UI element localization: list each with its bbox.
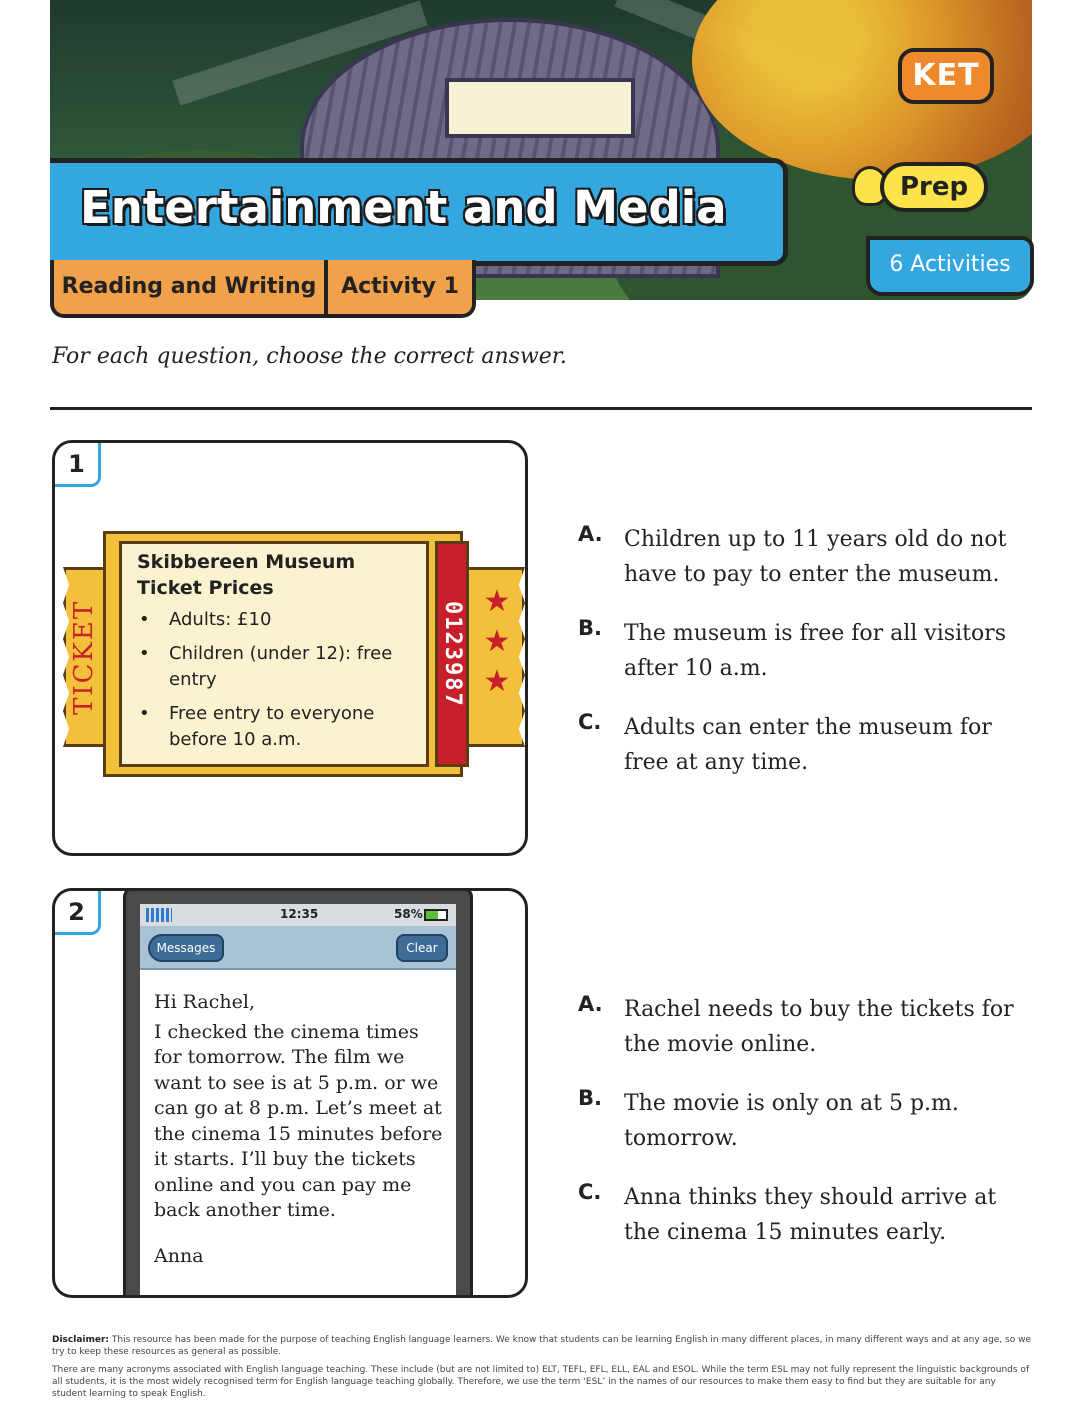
disclaimer-text: This resource has been made for the purpose of teaching English language learners. We know that students can be learning English in many different places, in many different ways and at any age, so we try to keep these resources as general as possible. [52,1335,1031,1357]
museum-ticket [63,531,523,777]
option-a[interactable] [578,992,1038,1062]
option-text: Rachel needs to buy the tickets for the movie online. [624,997,1014,1057]
messages-back-button[interactable]: Messages [148,934,224,962]
option-letter: A. [578,522,603,546]
option-b[interactable] [578,616,1038,686]
battery-icon [424,909,448,921]
divider [50,407,1032,410]
ticket-price-item: • Adults: £10 [137,607,425,633]
phone-illustration [123,888,473,1298]
option-text: Adults can enter the museum for free at any time. [624,715,992,775]
phone-battery-level: 58% [394,907,423,921]
option-letter: B. [578,1086,602,1110]
disclaimer-paragraph-2: There are many acronyms associated with English language teaching. These include (but are not limited to) ELT, TEFL, EFL, ELL, EAL and ESOL. While the term ESL may not fully represent the linguistic backgrounds of all students, it is the most widely recognised term for English language teaching globally. Therefore, we use the term ‘ESL’ in the names of our resources to make them easy to find but they are suitable for any student learning to speak English. [52,1365,1030,1399]
disclaimer-paragraph-1 [52,1334,1032,1358]
option-a[interactable] [578,522,1038,592]
ticket-price-item: • Free entry to everyone before 10 a.m. [137,701,425,753]
option-text: Anna thinks they should arrive at the cinema 15 minutes early. [624,1185,997,1245]
stage [445,78,635,138]
option-letter: B. [578,616,602,640]
star-icon: ★ [483,664,511,699]
ticket-serial: 0123987 [440,600,465,708]
title-box [50,158,788,266]
option-letter: C. [578,710,602,734]
section-tab: Reading and Writing [50,260,328,318]
message-signature: Anna [154,1244,204,1267]
disclaimer [52,1334,1032,1405]
star-icon: ★ [483,624,511,659]
question-1-options [578,522,1038,804]
option-b[interactable] [578,1086,1038,1156]
option-letter: C. [578,1180,602,1204]
prep-badge: Prep [880,162,988,212]
option-c[interactable] [578,1180,1038,1250]
question-1-card [52,440,528,856]
option-letter: A. [578,992,603,1016]
message-body: I checked the cinema times for tomorrow. The film we want to see is at 5 p.m. or we can go at 8 p.m. Let’s meet at the cinema 15 minutes before it starts. I’ll buy the tickets online and you can pay me back another time. [154,1020,443,1221]
ticket-title: Skibbereen Museum Ticket Prices [137,551,356,599]
signal-icon [146,908,172,922]
text-message [154,990,450,1269]
option-text: Children up to 11 years old do not have to pay to enter the museum. [624,527,1007,587]
option-text: The movie is only on at 5 p.m. tomorrow. [624,1091,959,1151]
phone-screen [140,904,456,1298]
question-2-options [578,992,1038,1274]
ticket-stamp: TICKET [69,599,99,715]
option-text: The museum is free for all visitors after 10 a.m. [624,621,1006,681]
question-number: 1 [55,443,101,487]
page-title: Entertainment and Media [80,181,727,234]
question-number: 2 [55,891,101,935]
ticket-price-item: • Children (under 12): free entry [137,641,425,693]
message-greeting: Hi Rachel, [154,991,255,1013]
phone-nav-bar [140,926,456,970]
phone-time: 12:35 [280,907,319,921]
star-icon: ★ [483,584,511,619]
ticket-price-list [137,607,425,761]
phone-status-bar [140,904,456,926]
clear-button[interactable]: Clear [396,934,448,962]
disclaimer-label: Disclaimer: [52,1335,110,1345]
ticket-stars [477,584,517,699]
instruction: For each question, choose the correct answer. [52,344,567,369]
activity-tab: Activity 1 [324,260,476,318]
level-badge: KET [898,48,994,104]
option-c[interactable] [578,710,1038,780]
question-2-card [52,888,528,1298]
activities-count-tab: 6 Activities [866,236,1034,296]
